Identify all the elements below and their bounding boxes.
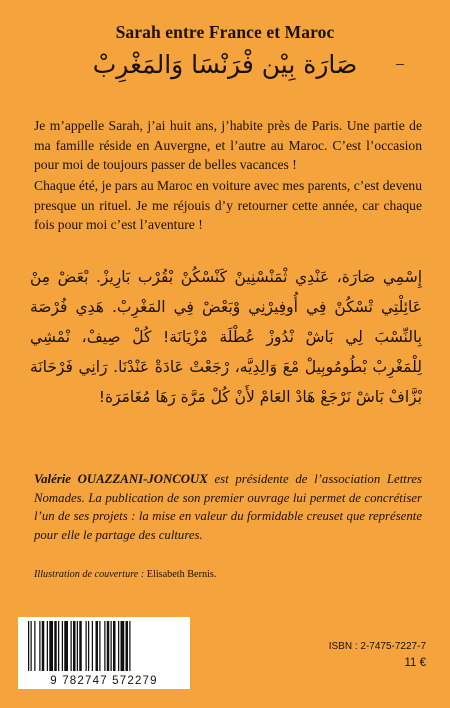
illustrator-name: Elisabeth Bernis.: [146, 569, 217, 580]
author-last-name: OUAZZANI-JONCOUX: [77, 472, 208, 486]
intro-french-text-1: Je m’appelle Sarah, j’ai huit ans, j’habite près de Paris. Une partie de ma famille réside en Auvergne, et l’autre au Maroc. C’est l’occasion pour moi de toujours passer de belles vacances !: [34, 118, 422, 173]
intro-french-text-2: Chaque été, je pars au Maroc en voiture avec mes parents, c’est devenu presque un rituel. Je me réjouis d’y retourner cette année, car chaque fois pour moi c’est l’aventure !: [34, 178, 423, 233]
price: 11 €: [404, 657, 426, 669]
intro-french-paragraph-1: [34, 116, 422, 175]
author-first-name: Valérie: [34, 472, 71, 486]
book-title: Sarah entre France et Maroc: [115, 22, 335, 42]
isbn: ISBN : 2-7475-7227-7: [328, 641, 426, 652]
illustration-credit: [34, 569, 422, 580]
barcode-bars-icon: [26, 621, 182, 671]
barcode: [18, 617, 190, 689]
author-bio-text: est présidente de l’association Lettres Nomades. La publication de son premier ouvrage lui permet de concrétiser l’un de ses projets : la mise en valeur du formidable creuset que représente pour elle le partage des cultures.: [34, 472, 422, 542]
barcode-digits: 9 782747 572279: [50, 675, 158, 687]
author-bio: [34, 470, 422, 544]
intro-french-paragraph-2: [34, 176, 422, 235]
illustration-label: Illustration de couverture :: [34, 569, 145, 580]
book-title-arabic: صَارَة بِيْن فْرَنْسَا وَالمَغْرِبْ: [92, 50, 358, 79]
intro-arabic-paragraph: إِسْمِي صَارَة، عَنْدِي ثْمَنْسْنِينْ كَنْسْكُنْ بْقُرْب بَارِيزْ. بْعَضْ مِنْ عَائِلْتِي تْسْكُنْ فِي أُوفِيرْنِي وْبَعْضْ فِي المَغْرِبْ. هَدِي فُرْصَة بِالنِّسْبَ لِي بَاشْ نْدُوزْ عُطْلَة مْزْيَانَة! كُلْ صِيفْ، نْمْشِي لِلْمَغْرِبْ بْطُومُوبِيلْ مْعَ وَالِدِيَّه، رْجَعْتْ عَادَةْ عَنْدْنَا. رَانِي فَرْحَانَة بْزَّافْ بَاشْ نَرْجَعْ هَادْ العَامْ لأَنْ كُلْ مَرَّة رَهَا مُغَامَرَة!: [30, 268, 422, 406]
